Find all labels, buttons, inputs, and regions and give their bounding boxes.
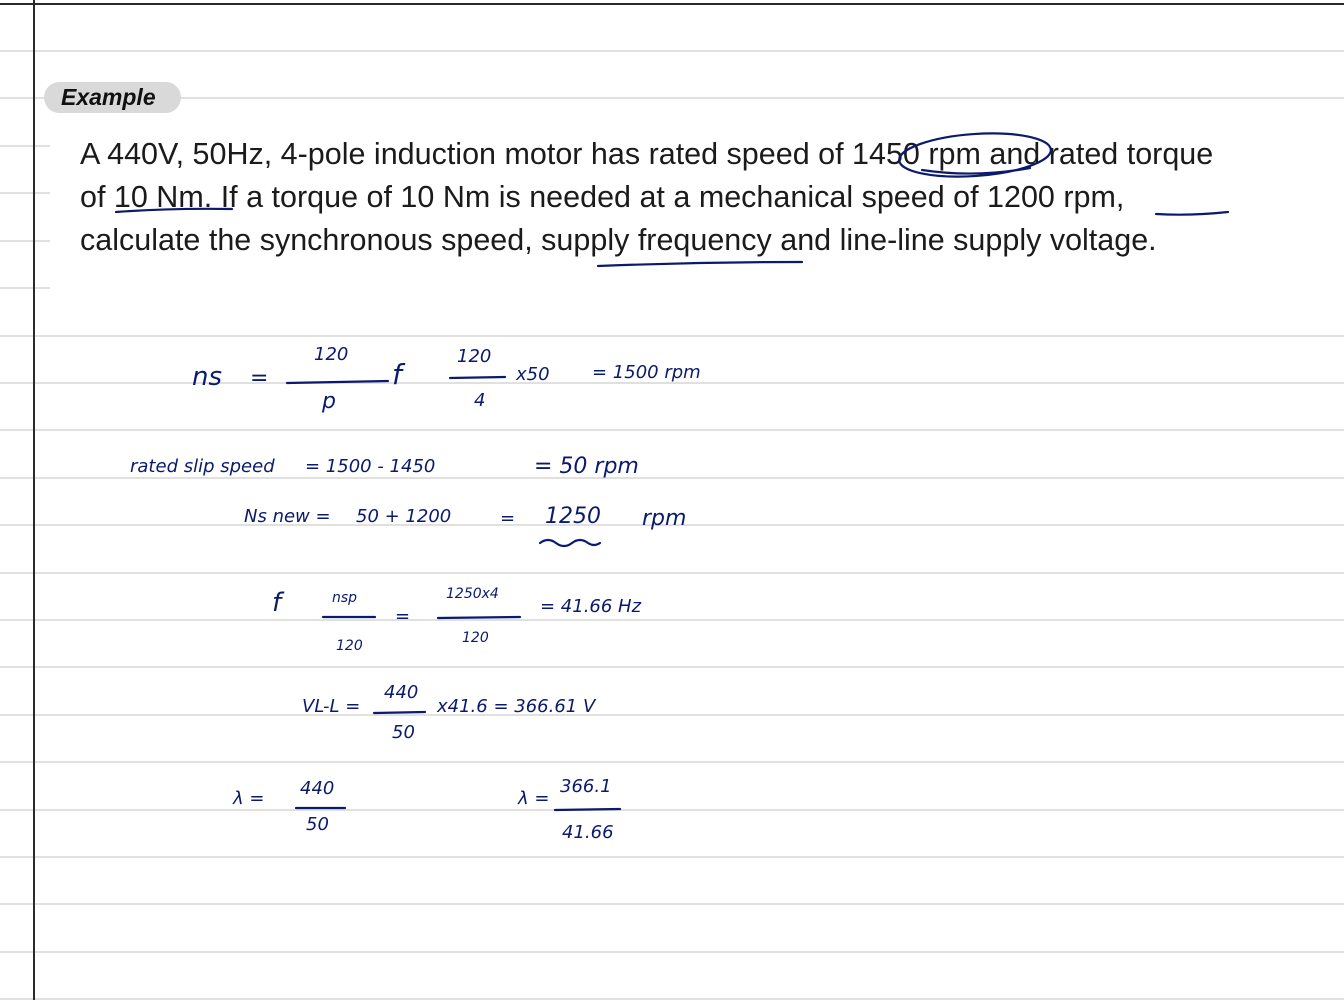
ns-new-unit: rpm: [642, 506, 687, 531]
numerator: 120: [314, 344, 349, 365]
problem-line: of 10 Nm. If a torque of 10 Nm is needed at a mechanical speed of 1200 rpm,: [80, 180, 1125, 214]
multiplier: x50: [516, 364, 550, 385]
lambda-label: λ =: [518, 788, 550, 809]
fraction-bar: [438, 617, 520, 618]
denominator: 120: [336, 638, 363, 654]
numerator: 440: [384, 682, 419, 703]
underline-mark: [1156, 212, 1228, 215]
f-result: = 41.66 Hz: [540, 596, 642, 617]
denominator: 4: [474, 390, 486, 411]
numerator: nsp: [332, 590, 358, 606]
equals-sign: =: [395, 606, 411, 627]
numerator: 1250x4: [446, 586, 499, 602]
underline-mark: [922, 168, 1030, 174]
ns-label: ns: [192, 362, 223, 392]
denominator: 120: [462, 630, 489, 646]
numerator: 440: [300, 778, 335, 799]
equals-sign: =: [250, 366, 269, 391]
squiggle-underline: [540, 540, 600, 546]
denominator: p: [322, 389, 336, 414]
slip-label: rated slip speed: [130, 456, 275, 477]
underline-mark: [598, 262, 802, 266]
problem-line: A 440V, 50Hz, 4-pole induction motor has rated speed of 1450 rpm and rated torque: [80, 137, 1214, 171]
example-badge: Example: [44, 82, 181, 113]
fraction-bar: [450, 377, 505, 378]
vll-result: x41.6 = 366.61 V: [437, 696, 596, 717]
underline-mark: [116, 209, 232, 212]
fraction-bar: [555, 809, 620, 810]
ns-result: = 1500 rpm: [592, 362, 701, 383]
equals-sign: =: [500, 508, 516, 529]
denominator: 50: [306, 814, 329, 835]
denominator: 50: [392, 722, 415, 743]
vll-label: VL-L =: [302, 696, 361, 717]
fraction-bar: [287, 381, 388, 383]
ns-new-label: Ns new =: [244, 506, 331, 527]
f-symbol: f: [392, 358, 402, 391]
slip-result: = 50 rpm: [534, 454, 639, 479]
numerator: 120: [457, 346, 492, 367]
problem-line: calculate the synchronous speed, supply frequency and line-line supply voltage.: [80, 223, 1157, 257]
ns-new-value: 1250: [545, 504, 601, 529]
fraction-bar: [374, 712, 425, 713]
ns-new-expression: 50 + 1200: [356, 506, 452, 527]
denominator: 41.66: [562, 822, 614, 843]
f-symbol: f: [272, 588, 282, 618]
lambda-label: λ =: [233, 788, 265, 809]
numerator: 366.1: [560, 776, 612, 797]
slip-expression: = 1500 - 1450: [305, 456, 436, 477]
